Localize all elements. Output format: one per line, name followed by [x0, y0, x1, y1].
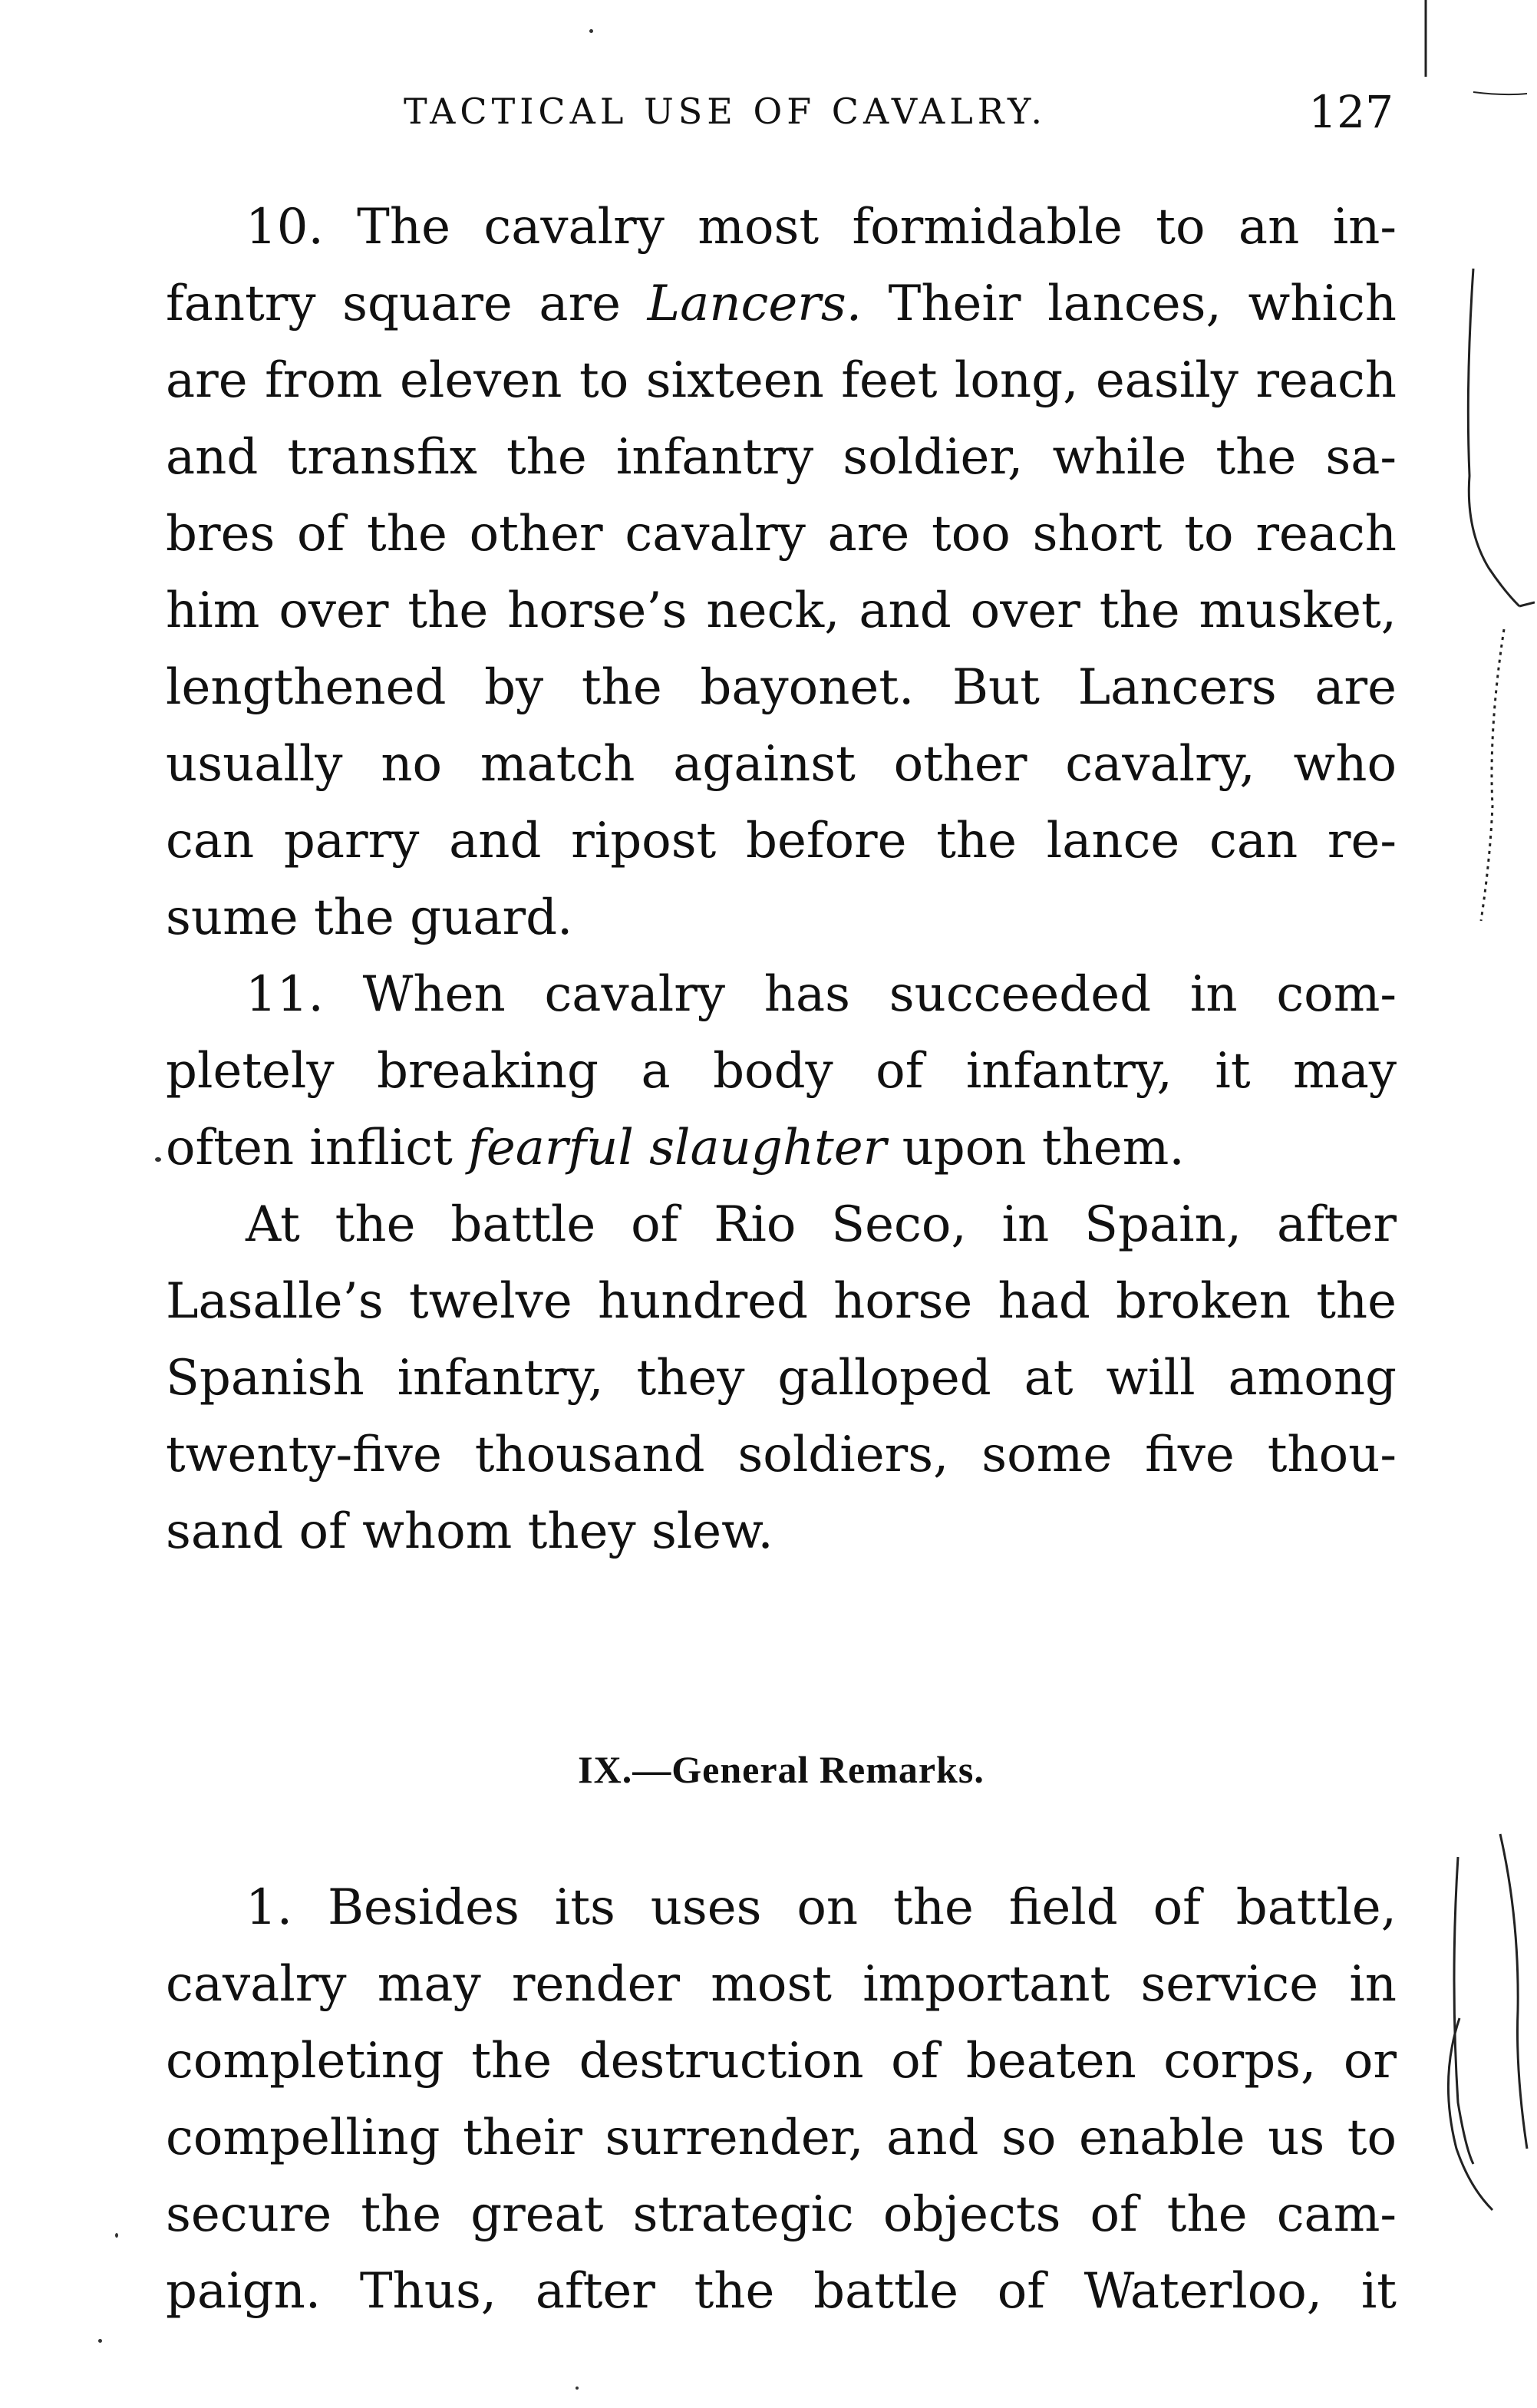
text-line: secure the great strategic objects of the cam-	[166, 2186, 1397, 2243]
running-title: TACTICAL USE OF CAVALRY.	[404, 91, 1047, 132]
paper-speck	[589, 29, 593, 33]
text-line: can parry and ripost before the lance can re-	[166, 813, 1397, 869]
text-line: At the battle of Rio Seco, in Spain, after	[246, 1196, 1397, 1253]
paper-speck	[576, 2387, 579, 2390]
italic-run: fearful slaughter	[468, 1120, 887, 1176]
text-line: twenty-five thousand soldiers, some five thou-	[166, 1427, 1397, 1483]
text-run: fantry square are	[166, 275, 648, 332]
margin-bracket-mark	[1420, 0, 1535, 959]
text-line: compelling their surrender, and so enable us to	[166, 2109, 1397, 2166]
text-line: 1. Besides its uses on the field of battle,	[246, 1879, 1397, 1936]
paper-speck	[98, 2339, 102, 2343]
text-line: him over the horse’s neck, and over the musket,	[166, 582, 1397, 639]
text-line: sand of whom they slew.	[166, 1503, 773, 1560]
text-line: lengthened by the bayonet. But Lancers are	[166, 659, 1397, 716]
text-line: Lasalle’s twelve hundred horse had broken the	[166, 1273, 1397, 1330]
text-line: Spanish infantry, they galloped at will among	[166, 1350, 1397, 1407]
text-line: cavalry may render most important service in	[166, 1956, 1397, 2013]
text-line: are from eleven to sixteen feet long, easily reach	[166, 352, 1397, 409]
paper-speck	[115, 2233, 118, 2238]
italic-run: Lancers.	[647, 275, 863, 332]
text-run: Their lances, which	[862, 275, 1397, 332]
text-run: upon them.	[886, 1120, 1185, 1176]
text-run: often inflict	[166, 1120, 469, 1176]
text-line: completing the destruction of beaten corps, or	[166, 2033, 1397, 2090]
text-line	[166, 1110, 1397, 1186]
section-heading: IX.—General Remarks.	[578, 1748, 985, 1791]
text-line: and transfix the infantry soldier, while the sa-	[166, 429, 1397, 486]
page-number: 127	[1308, 86, 1394, 138]
text-line: 11. When cavalry has succeeded in com-	[246, 966, 1397, 1023]
body-text	[166, 189, 1397, 2330]
text-line: pletely breaking a body of infantry, it may	[166, 1043, 1397, 1100]
paper-speck	[155, 1157, 161, 1162]
text-line: 10. The cavalry most formidable to an in-	[246, 199, 1397, 256]
text-line: sume the guard.	[166, 889, 573, 946]
text-line: bres of the other cavalry are too short to reach	[166, 506, 1397, 562]
text-line: paign. Thus, after the battle of Waterloo, it	[166, 2263, 1397, 2320]
section-spacer	[166, 1570, 1397, 1731]
running-header	[166, 86, 1394, 152]
text-line	[166, 266, 1397, 342]
text-line: usually no match against other cavalry, who	[166, 736, 1397, 793]
section-spacer	[166, 1808, 1397, 1869]
margin-bracket-mark	[1427, 1826, 1535, 2256]
